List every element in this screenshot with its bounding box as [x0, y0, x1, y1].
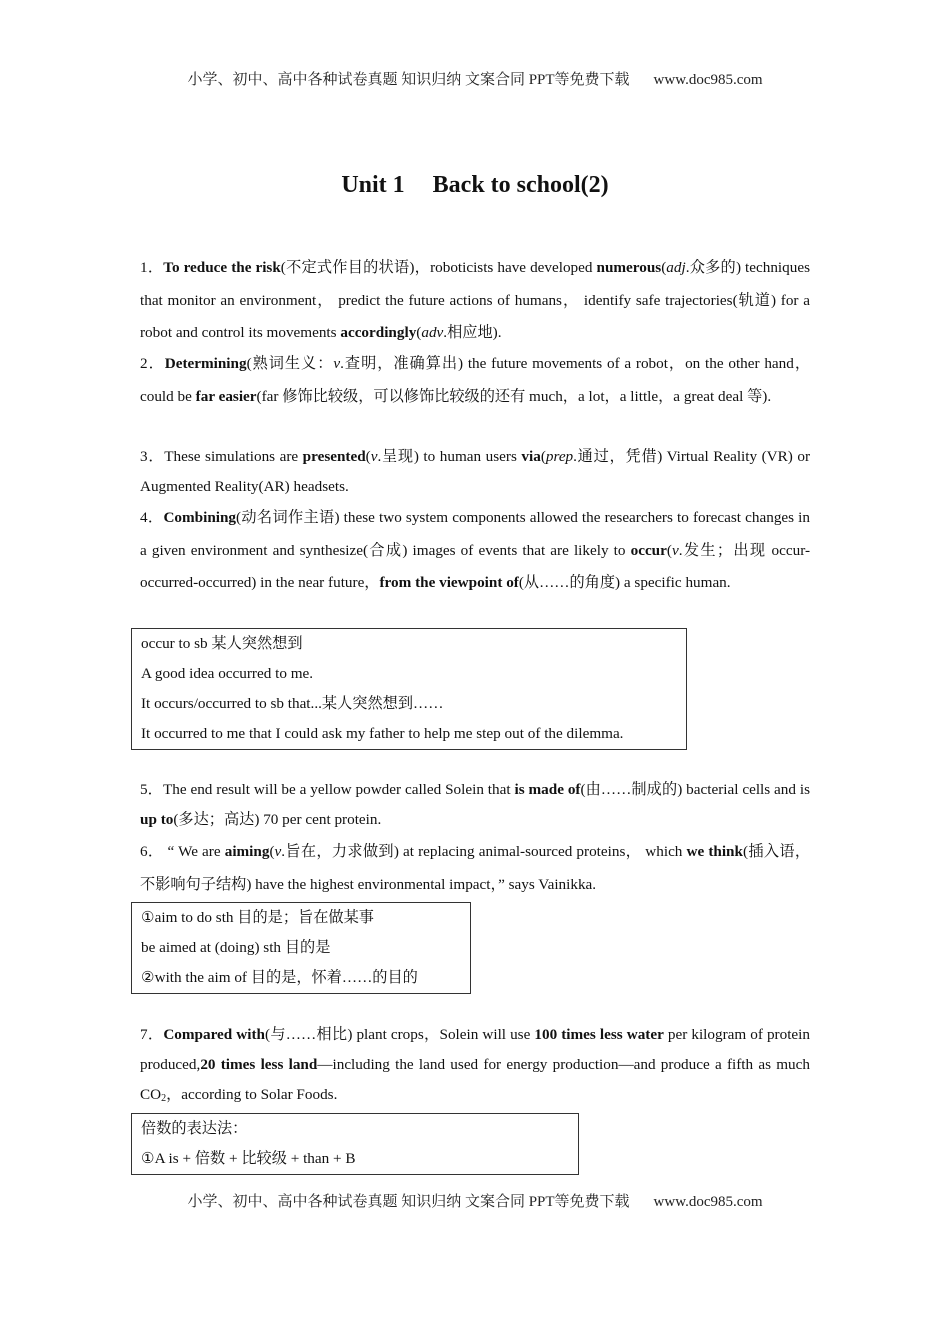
item-number: 3．	[140, 448, 165, 465]
footer-text: 小学、初中、高中各种试卷真题 知识归纳 文案合同 PPT等免费下载	[187, 1194, 630, 1210]
footer-site-link[interactable]: www.doc985.com	[653, 1194, 763, 1210]
key-phrase: presented	[302, 448, 366, 465]
unit-name: Back to school(2)	[432, 172, 609, 198]
text-segment: ，according to Solar Foods.	[166, 1086, 338, 1103]
text-segment: (与……相比) plant crops，Solein will use	[265, 1026, 535, 1043]
text-segment: prep	[545, 448, 574, 465]
item-2	[140, 348, 810, 413]
text-segment: The end result will be a yellow powder called Solein that	[162, 781, 515, 798]
text-segment: .旨在，力求做到) at replacing animal-sourced proteins， which	[281, 843, 687, 860]
text-segment: .发生；出现 occur-occurred-occurred) in the near future，	[140, 541, 811, 591]
text-segment: (	[365, 448, 371, 465]
key-phrase: up to	[140, 811, 174, 828]
text-segment: (熟词生义：	[246, 355, 334, 372]
text-segment: v	[274, 843, 282, 860]
text-segment: “ We are	[163, 843, 225, 860]
text-segment: (	[666, 541, 672, 559]
text-segment: v	[671, 541, 679, 559]
text-segment: .呈现) to human users	[377, 448, 522, 465]
key-phrase: Compared with	[163, 1026, 265, 1043]
note-line: 倍数的表达法：	[141, 1120, 248, 1137]
text-segment: adv	[421, 324, 444, 341]
note-line: It occurs/occurred to sb that...某人突然想到……	[141, 695, 444, 712]
note-line: A good idea occurred to me.	[141, 665, 314, 682]
text-segment: (动名词作主语) these two system components allowed the researchers to forecast changes in a given environment and synthesize(合成) images of events that are likely to	[140, 509, 810, 559]
page-footer	[0, 1190, 950, 1211]
note-box-aim	[131, 902, 471, 994]
item-7	[140, 1020, 810, 1114]
text-segment: (	[269, 843, 275, 860]
item-number: 2．	[140, 355, 165, 372]
text-segment: v	[370, 448, 378, 465]
text-segment: (从……的角度) a specific human.	[518, 574, 731, 591]
key-phrase: 20 times less land	[200, 1056, 318, 1073]
text-segment: —including the land used for energy production—and produce a fifth as much CO	[140, 1056, 810, 1103]
item-number: 4．	[140, 509, 164, 526]
header-text: 小学、初中、高中各种试卷真题 知识归纳 文案合同 PPT等免费下载	[187, 72, 630, 88]
note-line: be aimed at (doing) sth 目的是	[141, 939, 331, 956]
key-phrase: occur	[630, 541, 667, 559]
page-title	[0, 172, 950, 199]
text-segment: .相应地).	[443, 324, 502, 341]
note-line: ①A is + 倍数 + 比较级 + than + B	[141, 1150, 356, 1167]
text-segment: (	[661, 259, 667, 276]
text-segment: These simulations are	[164, 448, 303, 465]
item-number: 6．	[140, 843, 164, 860]
key-phrase: Determining	[164, 355, 247, 372]
key-phrase: from the viewpoint of	[379, 574, 519, 591]
text-segment: 2	[161, 1093, 167, 1104]
text-segment: .查明，准确算出) the future movements of a robot，on the other hand，could be	[140, 355, 811, 405]
page-header	[0, 68, 950, 89]
key-phrase: far easier	[195, 387, 257, 405]
text-segment: .众多的) techniques that monitor an environment， predict the future actions of humans， identify safe trajectories(轨道) for a robot and control its movements	[140, 259, 810, 341]
item-4	[140, 502, 810, 600]
item-1	[140, 252, 810, 350]
note-line: ②with the aim of 目的是，怀着……的目的	[141, 969, 418, 986]
unit-label: Unit 1	[341, 172, 405, 198]
item-number: 7．	[140, 1026, 164, 1043]
item-3	[140, 442, 810, 502]
key-phrase: we think	[686, 843, 743, 860]
item-6	[140, 836, 810, 901]
key-phrase: is made of	[514, 781, 581, 798]
text-segment: (插入语，不影响句子结构) have the highest environmental impact，” says Vainikka.	[140, 843, 811, 893]
key-phrase: Combining	[163, 509, 237, 526]
text-segment: .通过，凭借) Virtual Reality (VR) or Augmented Reality(AR) headsets.	[140, 448, 811, 495]
text-segment: adj	[666, 259, 686, 276]
text-segment: per kilogram of protein produced,	[140, 1026, 810, 1073]
text-segment: (far 修饰比较级，可以修饰比较级的还有 much，a lot，a little，a great deal 等).	[256, 387, 772, 405]
note-line: It occurred to me that I could ask my father to help me step out of the dilemma.	[141, 725, 624, 742]
key-phrase: accordingly	[340, 324, 417, 341]
key-phrase: To reduce the risk	[163, 259, 281, 276]
item-number: 1．	[140, 259, 164, 276]
text-segment: (多达；高达) 70 per cent protein.	[173, 811, 382, 828]
note-line: ①aim to do sth 目的是；旨在做某事	[141, 909, 374, 926]
text-segment: (不定式作目的状语)，roboticists have developed	[280, 259, 597, 276]
text-segment: (	[416, 324, 422, 341]
key-phrase: via	[521, 448, 541, 465]
item-number: 5．	[140, 781, 163, 798]
item-5	[140, 775, 810, 835]
note-line: occur to sb 某人突然想到	[141, 635, 303, 652]
text-segment: v	[333, 355, 341, 372]
note-box-times	[131, 1113, 579, 1175]
key-phrase: numerous	[596, 259, 662, 276]
note-box-occur	[131, 628, 687, 750]
text-segment: (	[540, 448, 546, 465]
text-segment: (由……制成的) bacterial cells and is	[580, 781, 811, 798]
key-phrase: 100 times less water	[534, 1026, 664, 1043]
key-phrase: aiming	[224, 843, 270, 860]
header-site-link[interactable]: www.doc985.com	[653, 72, 763, 88]
